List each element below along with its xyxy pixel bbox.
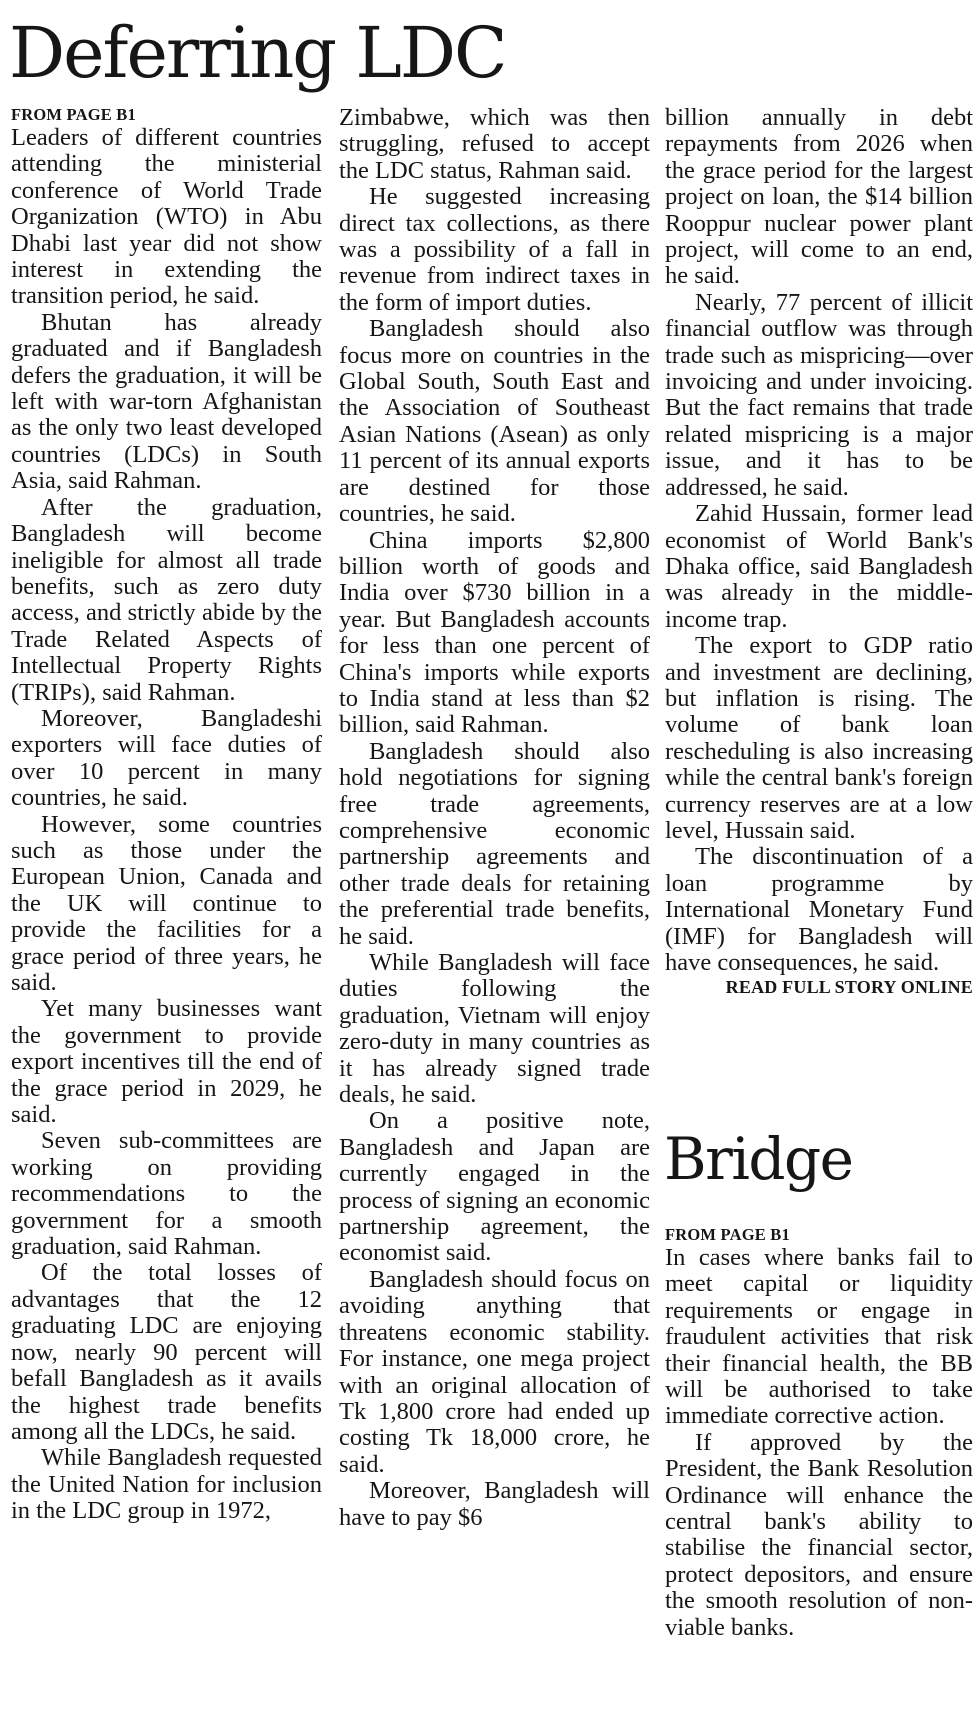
paragraph: While Bangladesh will face duties following the graduation, Vietnam will enjoy zero-duty in many countries as it has already signed trade deals, he said. [339,949,650,1109]
paragraph: Bangladesh should focus on avoiding anything that threatens economic stability. For instance, one mega project with an original allocation of Tk 1,800 crore had ended up costing Tk 18,000 crore, he said. [339,1265,650,1478]
paragraph: In cases where banks fail to meet capital or liquidity requirements or engage in fraudulent activities that risk their financial health, the BB will be authorised to take immediate corrective action. [665,1244,973,1430]
paragraph-continuation: billion annually in debt repayments from 2026 when the grace period for the largest project on loan, the $14 billion Rooppur nuclear power plant project, will come to an end, he said. [665,104,973,290]
paragraph: However, some countries such as those under the European Union, Canada and the UK will continue to provide the facilities for a grace period of three years, he said. [11,810,322,996]
paragraph: Of the total losses of advantages that the 12 graduating LDC are enjoying now, nearly 90 percent will befall Bangladesh as it avails the highest trade benefits among all the LDCs, he said. [11,1259,322,1445]
paragraph: Bangladesh should also focus more on countries in the Global South, South East and the Association of Southeast Asian Nations (Asean) as only 11 percent of its annual exports are destined for those countries, he said. [339,315,650,528]
paragraph: If approved by the President, the Bank Resolution Ordinance will enhance the central bank's ability to stabilise the financial sector, protect depositors, and ensure the smooth resolution of non-viable banks. [665,1428,973,1641]
story-1-kicker: FROM PAGE B1 [11,105,136,124]
paragraph-continuation: Zimbabwe, which was then struggling, refused to accept the LDC status, Rahman said. [339,104,650,184]
story-2-kicker: FROM PAGE B1 [665,1225,790,1244]
headline-deferring-ldc: Deferring LDC [9,12,506,94]
paragraph: On a positive note, Bangladesh and Japan are currently engaged in the process of signing an economic partnership agreement, the economist said. [339,1107,650,1267]
read-full-story-link[interactable]: READ FULL STORY ONLINE [725,977,973,998]
story-1-column-2 [339,105,650,1531]
paragraph: The discontinuation of a loan programme by International Monetary Fund (IMF) for Bangladesh will have consequences, he said. [665,843,973,976]
story-1-column-1 [11,105,322,1525]
paragraph: He suggested increasing direct tax collections, as there was a possibility of a fall in revenue from indirect taxes in the form of import duties. [339,183,650,316]
paragraph: Bhutan has already graduated and if Bangladesh defers the graduation, it will be left with war-torn Afghanistan as the only two least developed countries (LDCs) in South Asia, said Rahman. [11,308,322,495]
headline-bridge: Bridge [664,1125,853,1193]
paragraph: Moreover, Bangladesh will have to pay $6 [339,1477,650,1531]
story-2-column [665,1225,973,1641]
paragraph: While Bangladesh requested the United Nation for inclusion in the LDC group in 1972, [11,1444,322,1525]
paragraph: China imports $2,800 billion worth of goods and India over $730 billion in a year. But Bangladesh accounts for less than one percent of China's imports while exports to India stand at less than $2 billion, said Rahman. [339,526,650,739]
paragraph: Nearly, 77 percent of illicit financial outflow was through trade such as mispricing—over invoicing and under invoicing. But the fact remains that trade related mispricing is a major issue, and it has to be addressed, he said. [665,288,973,501]
paragraph: Yet many businesses want the government to provide export incentives till the end of the grace period in 2029, he said. [11,995,322,1129]
paragraph: Leaders of different countries attending the ministerial conference of World Trade Organization (WTO) in Abu Dhabi last year did not show interest in extending the transition period, he said. [11,124,322,310]
paragraph: The export to GDP ratio and investment are declining, but inflation is rising. The volume of bank loan rescheduling is also increasing while the central bank's foreign currency reserves are at a low level, Hussain said. [665,632,973,844]
paragraph: After the graduation, Bangladesh will become ineligible for almost all trade benefits, such as zero duty access, and strictly abide by the Trade Related Aspects of Intellectual Property Rights (TRIPs), said Rahman. [11,493,322,706]
paragraph: Moreover, Bangladeshi exporters will face duties of over 10 percent in many countries, he said. [11,704,322,812]
paragraph: Zahid Hussain, former lead economist of World Bank's Dhaka office, said Bangladesh was already in the middle-income trap. [665,500,973,633]
story-1-column-3 [665,105,973,998]
paragraph: Seven sub-committees are working on providing recommendations to the government for a smooth graduation, said Rahman. [11,1127,322,1261]
paragraph: Bangladesh should also hold negotiations for signing free trade agreements, comprehensive economic partnership agreements and other trade deals for retaining the preferential trade benefits, he said. [339,737,650,950]
